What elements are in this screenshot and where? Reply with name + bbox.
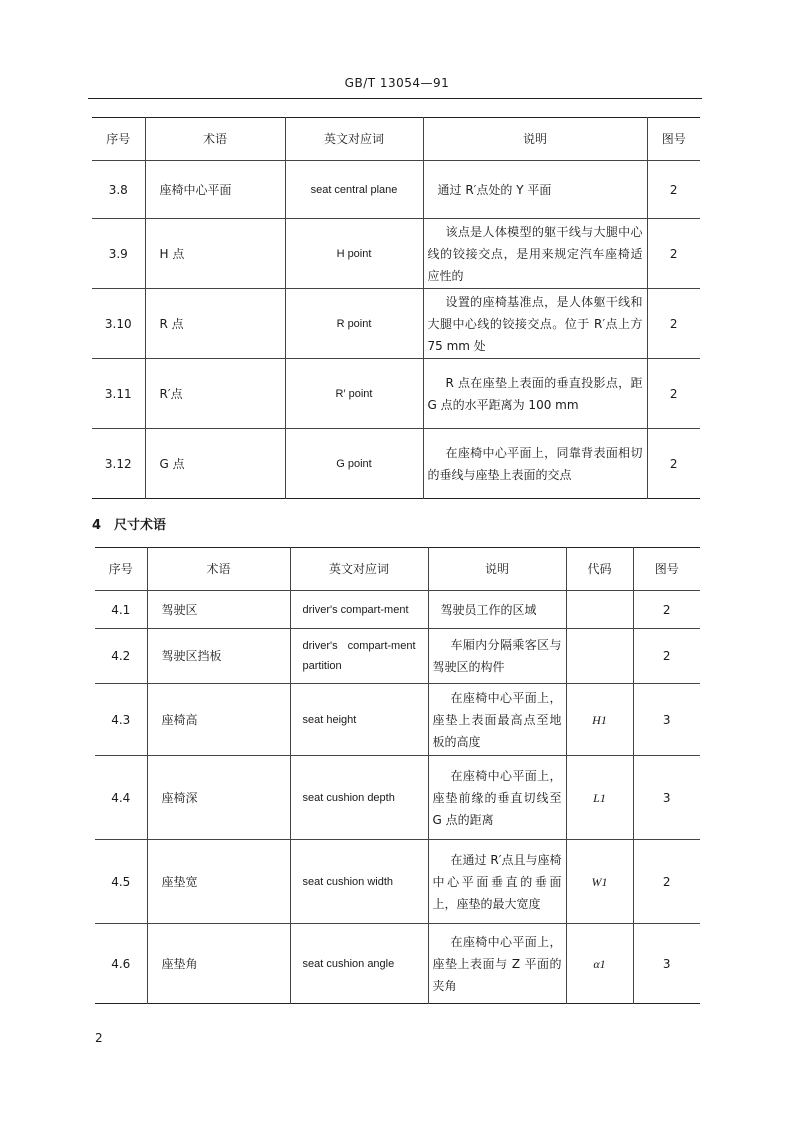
row-english: G point: [285, 429, 423, 499]
row-desc: 驾驶员工作的区域: [428, 591, 566, 629]
row-desc: 在座椅中心平面上，座垫前缘的垂直切线至 G 点的距离: [428, 756, 566, 840]
row-fig: 2: [647, 219, 700, 289]
row-code: [566, 591, 633, 629]
row-english: seat central plane: [285, 161, 423, 219]
row-english: seat height: [290, 684, 428, 756]
col-header-english: 英文对应词: [285, 118, 423, 161]
row-english: R′ point: [285, 359, 423, 429]
row-fig: 2: [647, 289, 700, 359]
row-english: H point: [285, 219, 423, 289]
row-no: 4.1: [95, 591, 147, 629]
row-code: H1: [566, 684, 633, 756]
row-term: R′点: [145, 359, 285, 429]
table-row: [95, 840, 700, 924]
table-row: [95, 924, 700, 1004]
row-desc: 在通过 R′点且与座椅中心平面垂直的垂面上，座垫的最大宽度: [428, 840, 566, 924]
row-desc: 在座椅中心平面上，同靠背表面相切的垂线与座垫上表面的交点: [423, 429, 647, 499]
row-fig: 3: [633, 756, 700, 840]
row-term: 驾驶区: [147, 591, 290, 629]
row-term: 座椅深: [147, 756, 290, 840]
row-english: seat cushion depth: [290, 756, 428, 840]
row-no: 3.12: [92, 429, 145, 499]
col-header-term: 术语: [147, 548, 290, 591]
col-header-english: 英文对应词: [290, 548, 428, 591]
row-no: 3.11: [92, 359, 145, 429]
row-english: seat cushion width: [290, 840, 428, 924]
row-english: seat cushion angle: [290, 924, 428, 1004]
row-no: 4.2: [95, 629, 147, 684]
col-header-no: 序号: [108, 562, 133, 576]
row-fig: 2: [647, 429, 700, 499]
row-fig: 2: [633, 591, 700, 629]
row-code: W1: [566, 840, 633, 924]
row-desc: 设置的座椅基准点，是人体躯干线和大腿中心线的铰接交点。位于 R′点上方 75 mm 处: [423, 289, 647, 359]
row-desc: 该点是人体模型的躯干线与大腿中心线的铰接交点，是用来规定汽车座椅适应性的: [423, 219, 647, 289]
page-number: 2: [95, 1031, 103, 1045]
table-row: [92, 289, 700, 359]
row-desc: 车厢内分隔乘客区与驾驶区的构件: [428, 629, 566, 684]
section-title: 4 尺寸术语: [92, 518, 167, 533]
row-fig: 2: [647, 161, 700, 219]
row-code: L1: [566, 756, 633, 840]
row-term: G 点: [145, 429, 285, 499]
table-row: [92, 219, 700, 289]
row-term: 座垫宽: [147, 840, 290, 924]
row-desc: 通过 R′点处的 Y 平面: [423, 161, 647, 219]
row-no: 4.6: [95, 924, 147, 1004]
row-term: H 点: [145, 219, 285, 289]
row-english: driver's compart-ment partition: [290, 629, 428, 684]
row-desc: 在座椅中心平面上，座垫上表面最高点至地板的高度: [428, 684, 566, 756]
row-term: 座椅高: [147, 684, 290, 756]
table-header-row: [95, 548, 700, 591]
terms-table-3: [92, 117, 700, 499]
terms-table-4: [95, 547, 700, 1004]
col-header-fig: 图号: [633, 548, 700, 591]
row-no: 3.9: [92, 219, 145, 289]
row-fig: 2: [647, 359, 700, 429]
row-no: 3.8: [92, 161, 145, 219]
row-term: R 点: [145, 289, 285, 359]
table-row: [92, 429, 700, 499]
row-code: α1: [566, 924, 633, 1004]
table-row: [92, 161, 700, 219]
col-header-fig: 图号: [647, 118, 700, 161]
table-row: [92, 359, 700, 429]
document-header: GB/T 13054—91: [344, 76, 450, 90]
col-header-term: 术语: [145, 118, 285, 161]
row-term: 座垫角: [147, 924, 290, 1004]
row-desc: 在座椅中心平面上，座垫上表面与 Z 平面的夹角: [428, 924, 566, 1004]
row-no: 4.3: [95, 684, 147, 756]
row-english: R point: [285, 289, 423, 359]
row-no: 4.5: [95, 840, 147, 924]
row-term: 驾驶区挡板: [147, 629, 290, 684]
table-row: [95, 756, 700, 840]
row-fig: 2: [633, 840, 700, 924]
row-code: [566, 629, 633, 684]
row-english: driver's compart-ment: [290, 591, 428, 629]
row-fig: 2: [633, 629, 700, 684]
table-row: [95, 591, 700, 629]
table-row: [95, 629, 700, 684]
col-header-desc: 说明: [428, 548, 566, 591]
table-header-row: [92, 118, 700, 161]
col-header-code: 代码: [566, 548, 633, 591]
table-row: [95, 684, 700, 756]
row-desc: R 点在座垫上表面的垂直投影点，距 G 点的水平距离为 100 mm: [423, 359, 647, 429]
col-header-no: 序号: [106, 132, 131, 146]
row-no: 3.10: [92, 289, 145, 359]
row-term: 座椅中心平面: [145, 161, 285, 219]
row-no: 4.4: [95, 756, 147, 840]
row-fig: 3: [633, 684, 700, 756]
header-rule: [88, 98, 702, 99]
col-header-desc: 说明: [423, 118, 647, 161]
row-fig: 3: [633, 924, 700, 1004]
